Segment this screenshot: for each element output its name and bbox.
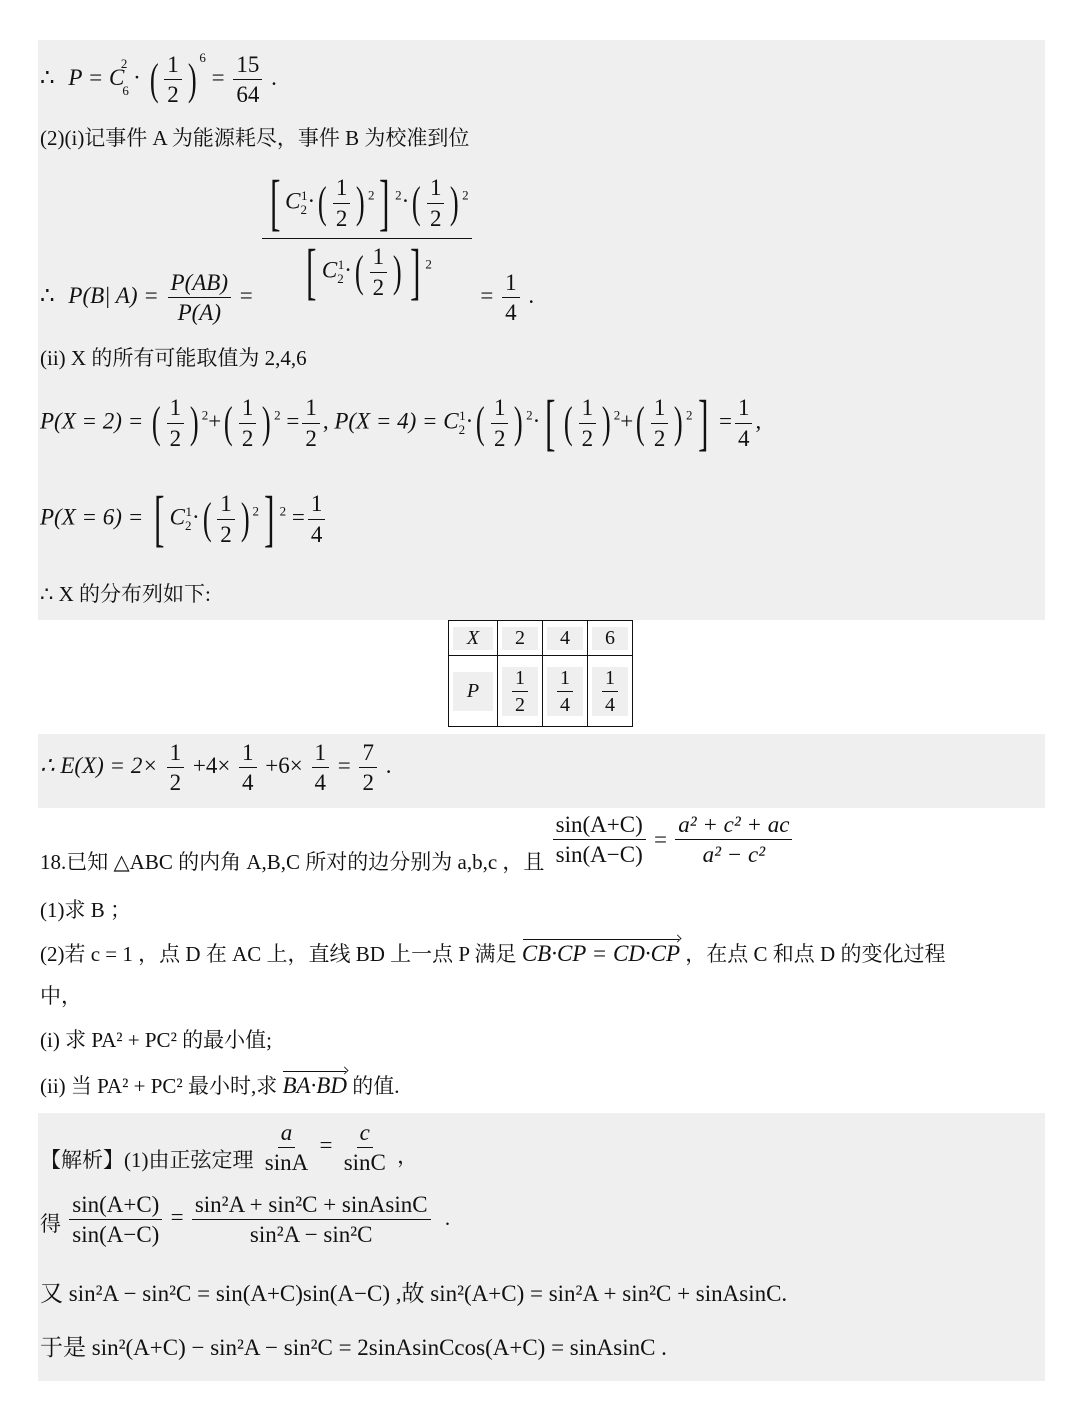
q18-vector-condition: CB·CP = CD·CP (521, 941, 681, 966)
table-header-value: 2 (502, 627, 538, 650)
solution-line-3: 又 sin²A − sin²C = sin(A+C)sin(A−C) ,故 sin²(A+C) = sin²A + sin²C + sinAsinC. (40, 1281, 788, 1306)
distribution-table (448, 620, 633, 727)
q18-lhs-fraction: $\frac{\sin(A+C)}{\sin(A-C)}$ (553, 812, 646, 868)
cond-prob-line: ∴ P(B| A) = $\frac{P(AB)}{P(A)}$ = [ $C_2^1\cdot$( $\frac{1}{2}$ ) $^2$] $^2$·( $\frac{1}{2}$ ) $^2$ [ $C_2^1\cdot$( $\frac{1}{2}$ ) ] $^2$ = $\frac{1}{4}$ . (40, 169, 535, 325)
table-row-label: P (453, 672, 493, 711)
table-row (449, 621, 633, 656)
q18-rhs-fraction: $\frac{\text{a² + c² + ac}}{\text{a² − c²}}$ (675, 812, 792, 868)
px6-line: P(X = 6) = [ $C_2^1\cdot$( $\frac{1}{2}$ ) $^2$] $^2$ = $\frac{1}{4}$ (40, 488, 328, 550)
q18-sub-ii: (ii) 当 PA² + PC² 最小时,求 BA·BD 的值. (40, 1073, 400, 1098)
q18-sub-i: (i) 求 PA² + PC² 的最小值; (40, 1028, 272, 1052)
solution-line-4: 于是 sin²(A+C) − sin²A − sin²C = 2sinAsinCcos(A+C) = sinAsinC . (40, 1335, 667, 1360)
part2-i-intro: (2)(i)记事件 A 为能源耗尽，事件 B 为校准到位 (40, 126, 470, 150)
table-header-value: 6 (592, 627, 628, 650)
px2-px4-line: P(X = 2) = ( $\frac{1}{2}$ ) $^2$+( $\frac{1}{2}$ ) $^2$ = $\frac{1}{2}$ , $P(X = 4) = C_2^1\cdot$( $\frac{1}{2}$ ) $^2$·[ ( $\frac{1}{2}$ ) $^2$+( $\frac{1}{2}$ ) $^2$] = $\frac{1}{4}$ , (40, 389, 762, 457)
solution-tag: 【解析】 (40, 1147, 124, 1172)
dist-intro: ∴ X 的分布列如下: (40, 582, 211, 606)
q18-vector-ba-bd: BA·BD (282, 1073, 347, 1098)
q18-stem: 18.已知 △ABC 的内角 A,B,C 所对的边分别为 a,b,c ，且 $\frac{\sin(A+C)}{\sin(A-C)}$ = $\frac{\text{a² + c² + ac}}{\text{a² − c²}}$ (40, 812, 795, 868)
table-row (449, 656, 633, 727)
solution-line-2: 得 $\frac{\sin(A+C)}{\sin(A-C)}$ = $\frac{\text{sin²A + sin²C + sinAsinC}}{\text{sin²A − sin²C}}$ . (40, 1192, 451, 1248)
table-prob: $\frac{1}{2}$ (512, 667, 528, 716)
q18-part2: (2)若 c = 1 ，点 D 在 AC 上，直线 BD 上一点 P 满足 CB·CP = CD·CP ，在点 C 和点 D 的变化过程 (40, 941, 946, 966)
table-prob: $\frac{1}{4}$ (557, 667, 573, 716)
q18-part1: (1)求 B ； (40, 898, 131, 922)
q18-part2-cont: 中， (40, 984, 82, 1008)
table-header-value: 4 (547, 627, 583, 650)
p-result-line: ∴ $P = C_6^2$ · ( $\frac{1}{2}$ ) $^6$ = $\frac{15}{64}$ . (40, 50, 277, 108)
table-header-x: X (453, 627, 493, 650)
expectation-line: ∴ E(X) = 2× $\frac{1}{2}$ +4× $\frac{1}{4}$ +6× $\frac{1}{4}$ = $\frac{7}{2}$ . (40, 740, 392, 796)
solution-line-1: 【解析】(1)由正弦定理 $\frac{a}{\sin A}$ = $\frac{c}{\sin C}$ ， (40, 1120, 419, 1176)
part2-ii-intro: (ii) X 的所有可能取值为 2,4,6 (40, 346, 307, 370)
table-prob: $\frac{1}{4}$ (602, 667, 618, 716)
